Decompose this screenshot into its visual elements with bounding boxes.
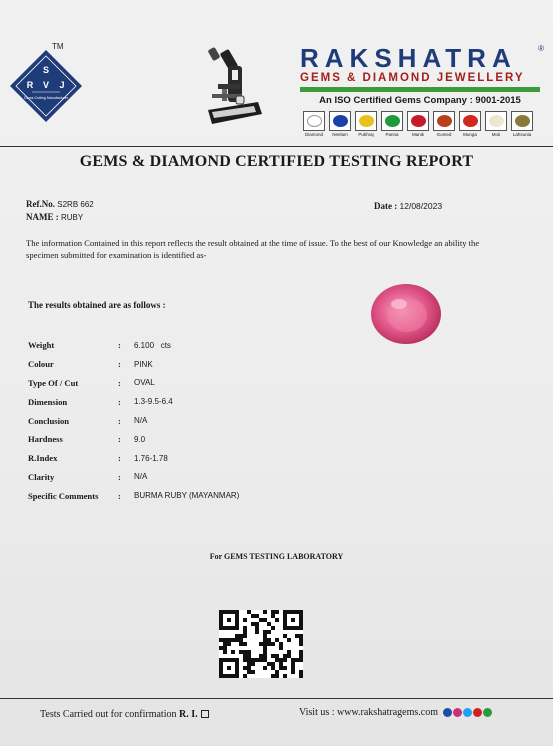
gem-label: Diamond (304, 132, 323, 137)
property-row (28, 355, 239, 374)
gem-icon-pukhraj (354, 111, 378, 141)
gem-stone (307, 115, 322, 127)
gem-swatch (407, 111, 429, 131)
footer-tests-text: Tests Carried out for confirmation (40, 709, 177, 720)
property-colon: : (118, 377, 121, 388)
gem-stone (359, 115, 374, 127)
results-heading: The results obtained are as follows : (28, 300, 166, 310)
brand-divider (300, 87, 540, 92)
social-icons (443, 708, 492, 717)
registered-mark: ® (538, 44, 544, 53)
property-row (28, 411, 239, 430)
instagram-icon[interactable] (453, 708, 462, 717)
property-row (28, 449, 239, 468)
property-value: PINK (134, 359, 153, 369)
property-value: OVAL (134, 378, 155, 388)
property-value: N/A (134, 472, 148, 482)
date-label: Date : (374, 201, 398, 211)
footer-right (299, 707, 492, 718)
gem-stone (489, 115, 504, 127)
property-key: Hardness (28, 434, 63, 445)
svg-text:Gems Cutting Manufacturer: Gems Cutting Manufacturer (23, 96, 69, 100)
gem-stone (463, 115, 478, 127)
property-key: Type Of / Cut (28, 377, 79, 388)
gem-label: Munga (463, 132, 477, 137)
gem-swatch (303, 111, 325, 131)
gem-stone (385, 115, 400, 127)
srvj-logo (8, 48, 84, 124)
gem-stone (411, 115, 426, 127)
properties-list (28, 336, 239, 505)
property-value: BURMA RUBY (MAYANMAR) (134, 491, 240, 501)
microscope-icon (198, 44, 266, 128)
report-title: GEMS & DIAMOND CERTIFIED TESTING REPORT (79, 153, 474, 170)
footer-ri: R. I. (178, 709, 198, 720)
footer-left (40, 709, 209, 720)
property-row (28, 486, 239, 505)
gem-label: Neelam (332, 132, 348, 137)
gem-stone (333, 115, 348, 127)
brand-block (300, 44, 546, 106)
svg-text:J: J (59, 80, 65, 90)
svg-text:V: V (42, 80, 50, 90)
footer-divider (0, 698, 553, 699)
ri-checkbox (201, 710, 209, 718)
property-key: Specific Comments (28, 490, 99, 501)
svg-text:R: R (26, 80, 34, 90)
header-divider (0, 146, 553, 147)
gem-swatch (485, 111, 507, 131)
gem-icon-lahsunia (510, 111, 534, 141)
twitter-icon[interactable] (463, 708, 472, 717)
info-paragraph: The information Contained in this report reflects the result obtained at the time of issue. To the best of our Knowledge an ability the specimen submitted for examination is identified as- (26, 238, 480, 260)
name-label: NAME : (26, 212, 59, 222)
property-colon: : (118, 453, 121, 464)
gem-swatch (459, 111, 481, 131)
brand-name: RAKSHATRA (300, 43, 517, 73)
gem-icons-row (302, 111, 534, 141)
property-key: Colour (28, 359, 54, 370)
ref-label: Ref.No. (26, 199, 55, 209)
property-colon: : (118, 340, 121, 351)
whatsapp-icon[interactable] (483, 708, 492, 717)
property-colon: : (118, 434, 121, 445)
property-value: 1.3-9.5-6.4 (134, 397, 173, 407)
gem-swatch (329, 111, 351, 131)
property-value: 6.100 cts (134, 340, 171, 350)
gem-icon-neelam (328, 111, 352, 141)
youtube-icon[interactable] (473, 708, 482, 717)
ref-value: S2RB 662 (57, 200, 94, 209)
property-row (28, 468, 239, 487)
trademark-mark: TM (52, 42, 64, 51)
date-value: 12/08/2023 (399, 201, 443, 211)
name-value: RUBY (61, 213, 84, 222)
property-colon: : (118, 359, 121, 370)
property-key: Clarity (28, 471, 55, 482)
property-colon: : (118, 415, 121, 426)
gem-label: Panna (385, 132, 399, 137)
gem-swatch (511, 111, 533, 131)
gem-icon-gomed (432, 111, 456, 141)
property-key: Conclusion (28, 415, 70, 426)
gem-label: Moti (491, 132, 501, 137)
date-block (374, 201, 442, 211)
property-key: R.Index (28, 453, 58, 464)
property-colon: : (118, 396, 121, 407)
brand-subtitle: GEMS & DIAMOND JEWELLERY (300, 72, 525, 84)
property-row (28, 392, 239, 411)
gem-stone (515, 115, 530, 127)
svg-text:S: S (42, 65, 50, 75)
gem-label: Lahsunia (512, 132, 532, 137)
gem-icon-munga (458, 111, 482, 141)
ruby-photo (369, 282, 443, 346)
gem-icon-diamond (302, 111, 326, 141)
property-key: Weight (28, 340, 55, 351)
qr-code (219, 610, 303, 678)
property-value: 1.76-1.78 (134, 453, 168, 463)
gem-swatch (355, 111, 377, 131)
ref-block (26, 198, 94, 224)
gem-stone (437, 115, 452, 127)
facebook-icon[interactable] (443, 708, 452, 717)
property-row (28, 336, 239, 355)
property-value: 9.0 (134, 434, 146, 444)
property-key: Dimension (28, 396, 68, 407)
property-row (28, 374, 239, 393)
gem-icon-panna (380, 111, 404, 141)
property-colon: : (118, 471, 121, 482)
gem-label: Pukhraj (358, 132, 374, 137)
iso-certification: An ISO Certified Gems Company : 9001-2015 (319, 95, 521, 106)
property-value: N/A (134, 416, 148, 426)
gem-label: Manik (411, 132, 424, 137)
gem-icon-moti (484, 111, 508, 141)
gem-label: Gomed (436, 132, 452, 137)
gem-swatch (433, 111, 455, 131)
property-row (28, 430, 239, 449)
lab-label: For GEMS TESTING LABORATORY (209, 552, 344, 561)
gem-swatch (381, 111, 403, 131)
property-colon: : (118, 490, 121, 501)
gem-icon-manik (406, 111, 430, 141)
footer-website: Visit us : www.rakshatragems.com (299, 707, 439, 718)
